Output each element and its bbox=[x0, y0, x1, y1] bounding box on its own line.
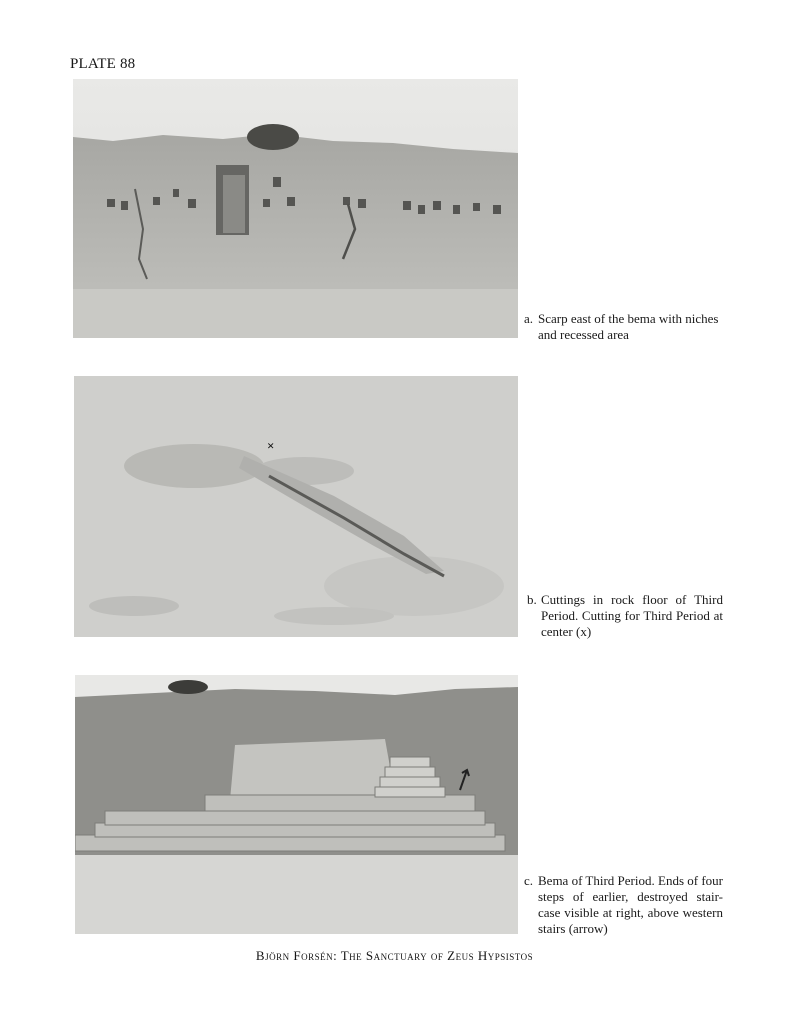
caption-c-letter: c. bbox=[524, 873, 534, 888]
photo-scarp bbox=[73, 79, 518, 338]
cutting-marker: × bbox=[267, 438, 275, 453]
caption-a-text: Scarp east of the bema with niches and recessed area bbox=[538, 311, 719, 342]
plate-label: PLATE 88 bbox=[70, 56, 136, 72]
caption-b-letter: b. bbox=[527, 592, 537, 607]
caption-b-text: Cuttings in rock floor of Third Period. Cutting for Third Period at center (x) bbox=[541, 592, 723, 639]
caption-b bbox=[527, 592, 723, 640]
caption-a bbox=[524, 311, 734, 343]
caption-c-text: Bema of Third Period. Ends of four steps of earlier, destroyed stair-case visible at right, above western stairs (arrow) bbox=[538, 873, 723, 936]
running-footer: Björn Forsén: The Sanctuary of Zeus Hypsistos bbox=[255, 948, 534, 963]
caption-c bbox=[524, 873, 723, 937]
photo-rock-floor bbox=[74, 376, 518, 637]
photo-bema bbox=[75, 675, 518, 934]
caption-a-letter: a. bbox=[524, 311, 534, 326]
